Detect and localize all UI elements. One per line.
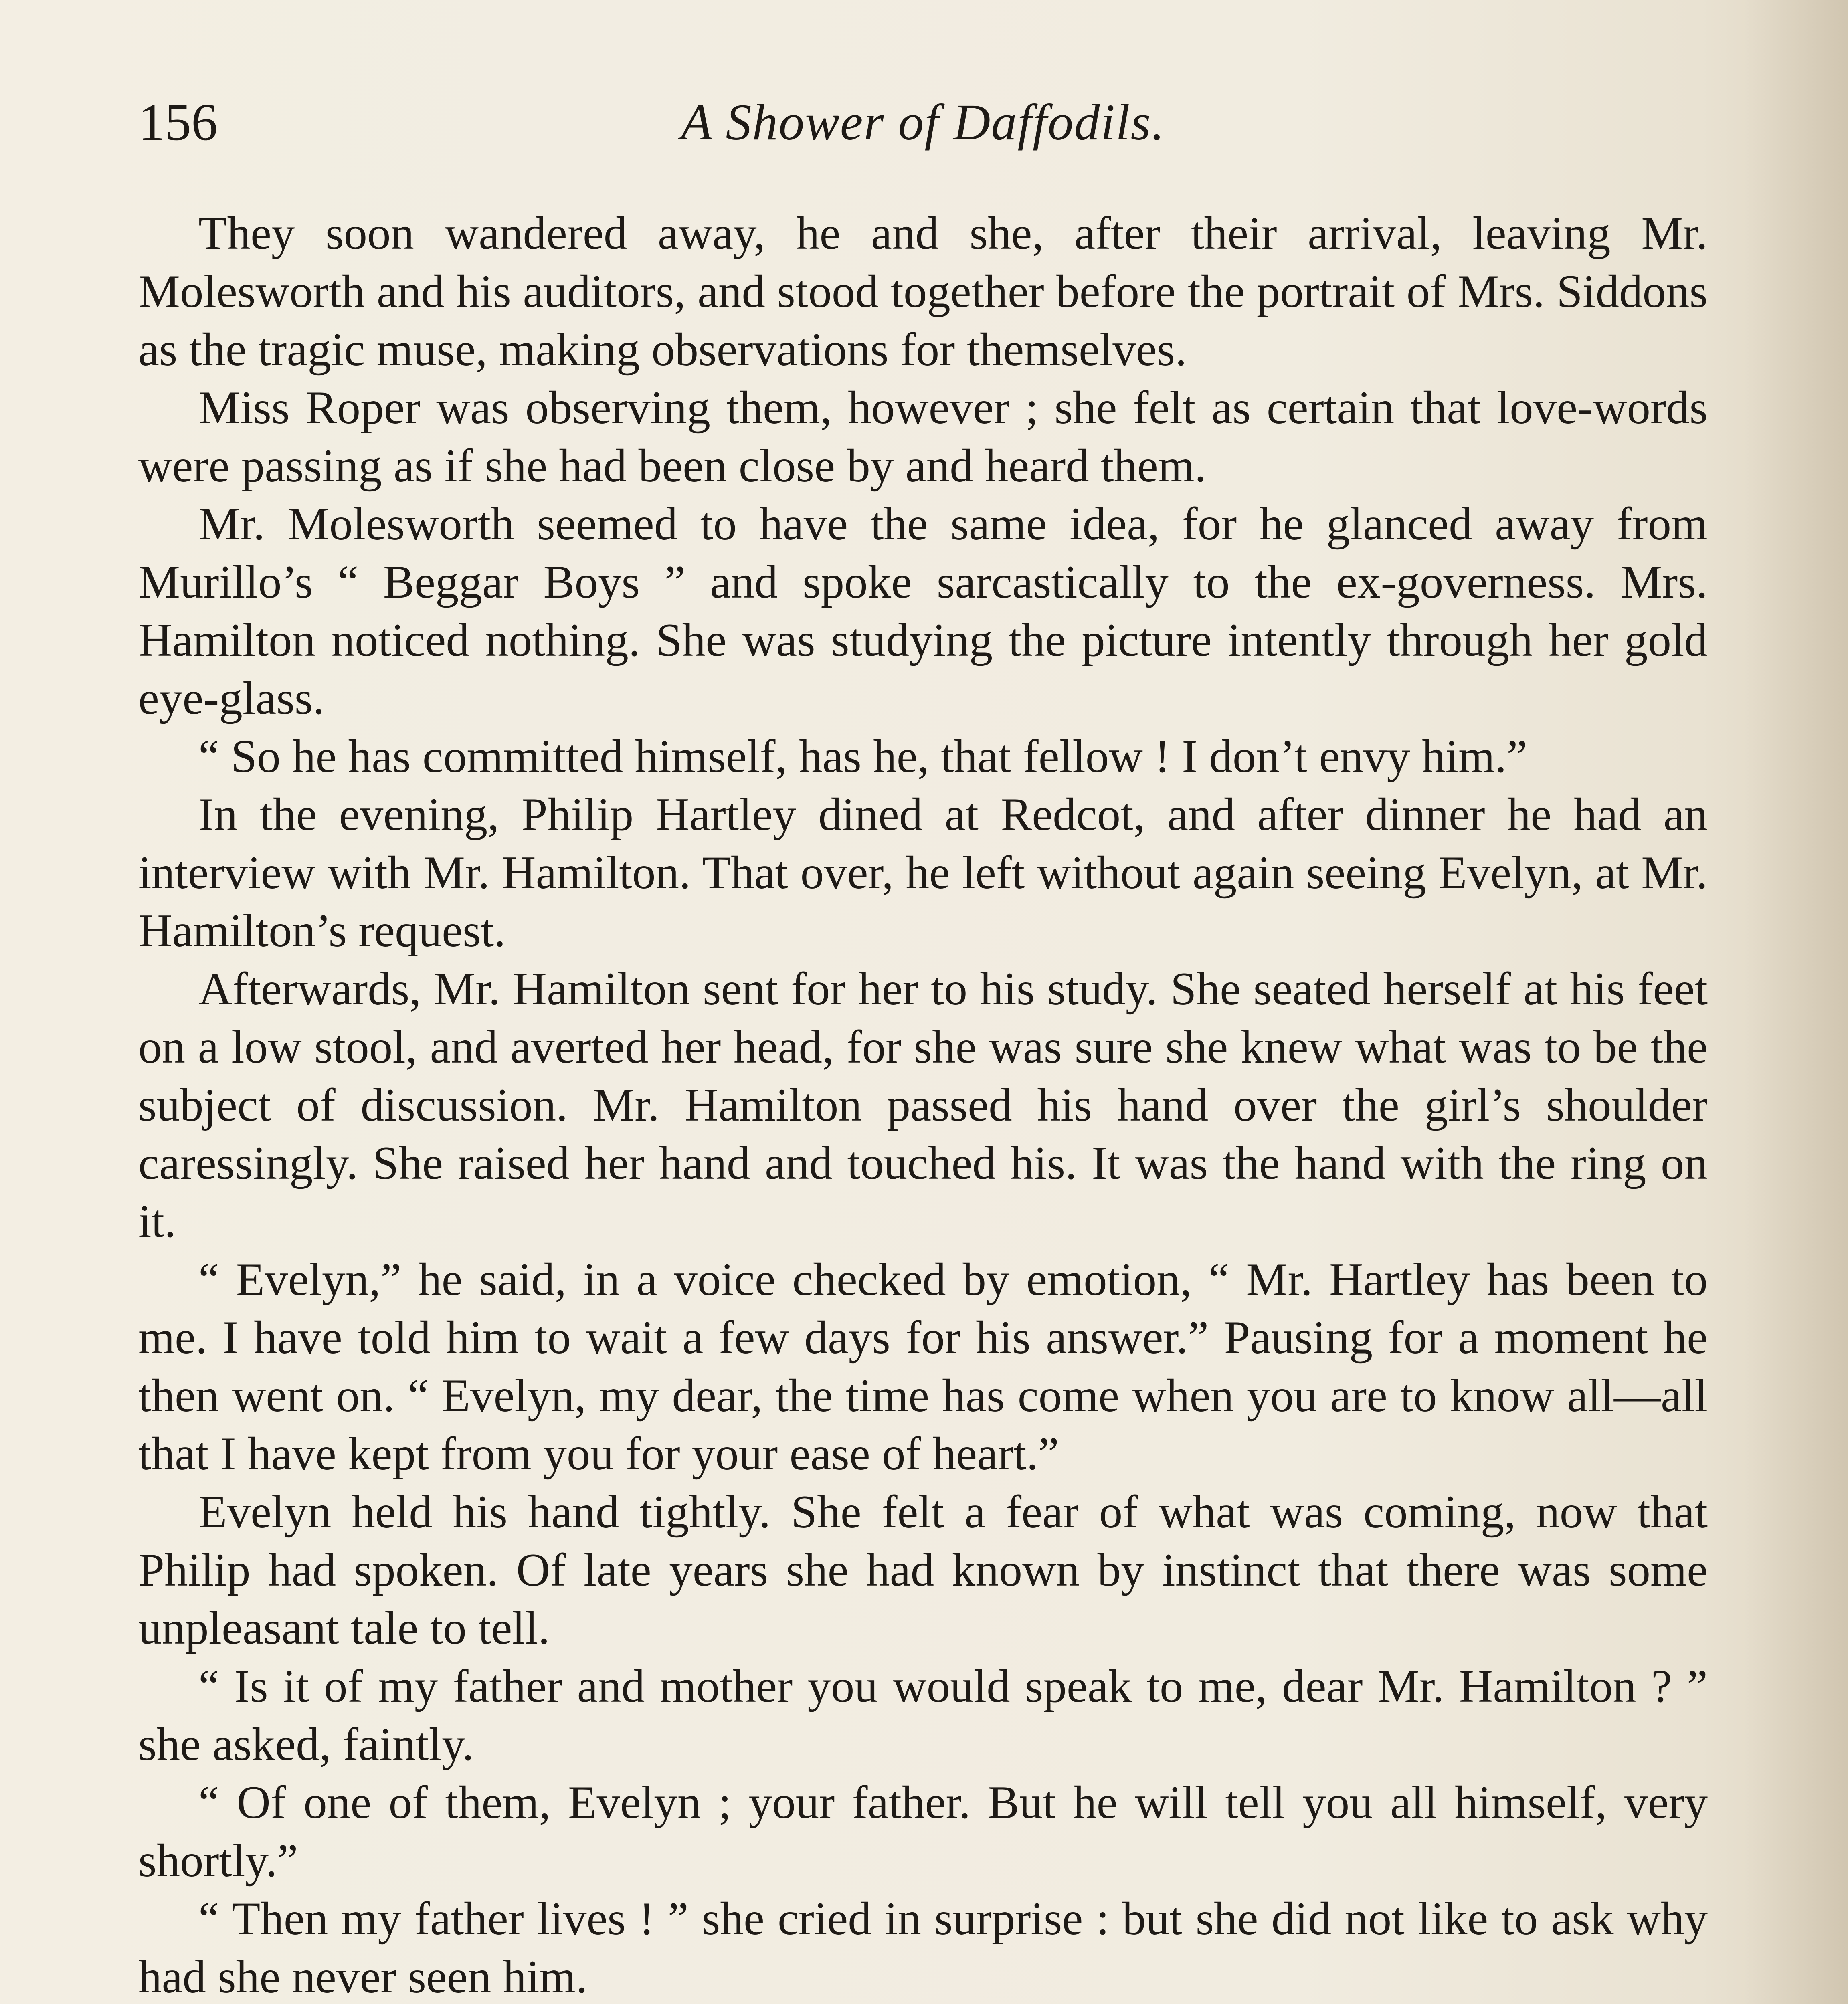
- running-head: [138, 82, 1708, 162]
- paragraph: “ So he has committed himself, has he, that fellow ! I don’t envy him.”: [198, 731, 1528, 782]
- paragraph: Miss Roper was observing them, however ; she felt as certain that love-words were passing as if she had been close by and heard them.: [138, 382, 1708, 492]
- paragraph: Afterwards, Mr. Hamilton sent for her to his study. She seated herself at his feet on a low stool, and averted her head, for she was sure she knew what was to be the subject of discussion. Mr. Hamilton passed his hand over the girl’s shoulder caressingly. She raised her hand and touched his. It was the hand with the ring on it.: [138, 963, 1708, 1247]
- paragraph: Evelyn held his hand tightly. She felt a fear of what was coming, now that Philip had spoken. Of late years she had known by instinct that there was some unpleasant tale to tell.: [138, 1486, 1708, 1654]
- body-text: [138, 204, 1708, 2004]
- page-number: 156: [138, 93, 218, 152]
- paragraph: Mr. Molesworth seemed to have the same idea, for he glanced away from Murillo’s “ Beggar Boys ” and spoke sarcastically to the ex-governess. Mrs. Hamilton noticed nothing. She was studying the picture intently through her gold eye-glass.: [138, 498, 1708, 724]
- paragraph: In the evening, Philip Hartley dined at Redcot, and after dinner he had an interview with Mr. Hamilton. That over, he left without again seeing Evelyn, at Mr. Hamilton’s request.: [138, 789, 1708, 957]
- binding-shadow: [1744, 0, 1848, 2004]
- paragraph: They soon wandered away, he and she, after their arrival, leaving Mr. Molesworth and his auditors, and stood together before the portrait of Mrs. Siddons as the tragic muse, making observations for themselves.: [138, 208, 1708, 376]
- paragraph: “ Of one of them, Evelyn ; your father. But he will tell you all himself, very shortly.”: [138, 1777, 1708, 1887]
- paragraph: “ Then my father lives ! ” she cried in surprise : but she did not like to ask why had she never seen him.: [138, 1893, 1708, 2003]
- paragraph: “ Evelyn,” he said, in a voice checked by emotion, “ Mr. Hartley has been to me. I have told him to wait a few days for his answer.” Pausing for a moment he then went on. “ Evelyn, my dear, the time has come when you are to know all—all that I have kept from you for your ease of heart.”: [138, 1254, 1708, 1480]
- paragraph: “ Is it of my father and mother you would speak to me, dear Mr. Hamilton ? ” she asked, faintly.: [138, 1661, 1708, 1770]
- running-title: A Shower of Daffodils.: [681, 94, 1165, 151]
